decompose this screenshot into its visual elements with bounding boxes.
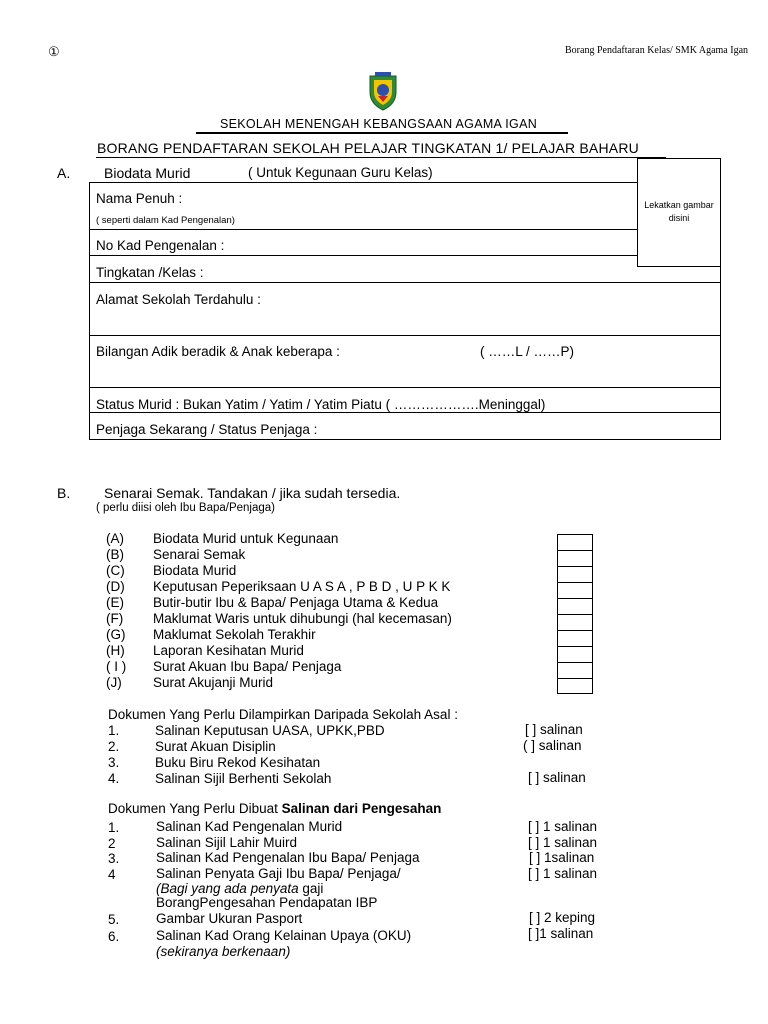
checklist-code: (A) — [106, 531, 124, 546]
salinan-num: 4 — [108, 867, 116, 882]
field-bilangan-fill[interactable]: ( ……L / ……P) — [480, 344, 575, 359]
field-bilangan-adik[interactable]: Bilangan Adik beradik & Anak keberapa : — [96, 344, 340, 359]
field-kad-pengenalan[interactable]: No Kad Pengenalan : — [96, 238, 225, 253]
checkbox-d[interactable] — [557, 582, 593, 598]
school-name: SEKOLAH MENENGAH KEBANGSAAN AGAMA IGAN — [220, 117, 538, 131]
checklist-code: (H) — [106, 643, 125, 658]
checklist-code: ( I ) — [106, 659, 127, 674]
checklist-item: Senarai Semak — [153, 547, 246, 562]
checklist-code: (D) — [106, 579, 125, 594]
checkbox-a[interactable] — [557, 534, 593, 550]
checklist-item: Maklumat Sekolah Terakhir — [153, 627, 316, 642]
school-crest-logo — [364, 70, 402, 112]
table-divider — [90, 387, 720, 388]
lampiran-num: 4. — [108, 771, 120, 786]
photo-placeholder-box[interactable] — [637, 158, 721, 267]
header-document-title: Borang Pendaftaran Kelas/ SMK Agama Igan — [565, 45, 749, 56]
salinan-copies-field[interactable]: [ ] 2 keping — [529, 910, 596, 925]
checklist-item: Surat Akujanji Murid — [153, 675, 274, 690]
checklist-item: Biodata Murid — [153, 563, 237, 578]
checklist-item: Maklumat Waris untuk dihubungi (hal kecemasan) — [153, 611, 452, 626]
photo-placeholder-text: Lekatkan gambar disini — [644, 200, 714, 223]
salinan-item: Salinan Kad Orang Kelainan Upaya (OKU) — [156, 928, 412, 943]
oku-note: (sekiranya berkenaan) — [156, 944, 291, 959]
salinan-copies-field[interactable]: [ ]1 salinan — [528, 926, 594, 941]
field-status-murid[interactable]: Status Murid : Bukan Yatim / Yatim / Yatim Piatu ( ……………….Meninggal) — [96, 397, 546, 412]
salinan-num: 5. — [108, 912, 120, 927]
salinan-heading — [108, 801, 441, 816]
lampiran-item: Surat Akuan Disiplin — [155, 739, 276, 754]
checkbox-e[interactable] — [557, 598, 593, 614]
checkbox-b[interactable] — [557, 550, 593, 566]
school-name-underline — [196, 132, 568, 134]
table-divider — [90, 229, 638, 230]
lampiran-item: Salinan Keputusan UASA, UPKK,PBD — [155, 723, 385, 738]
salinan-num: 6. — [108, 929, 120, 944]
table-divider — [90, 335, 720, 336]
table-divider — [90, 412, 720, 413]
form-title: BORANG PENDAFTARAN SEKOLAH PELAJAR TINGKATAN 1/ PELAJAR BAHARU — [97, 140, 639, 156]
gaji-note-italic: (Bagi yang ada penyata — [156, 881, 299, 896]
form-title-underline — [96, 157, 666, 158]
gaji-note-rest: gaji — [298, 881, 324, 896]
salinan-copies-field[interactable]: [ ] 1salinan — [529, 850, 595, 865]
field-tingkatan-kelas[interactable]: Tingkatan /Kelas : — [96, 265, 204, 280]
lampiran-num: 3. — [108, 755, 120, 770]
salinan-copies-field[interactable]: [ ] 1 salinan — [528, 819, 598, 834]
field-penjaga[interactable]: Penjaga Sekarang / Status Penjaga : — [96, 422, 318, 437]
salinan-copies-field[interactable]: [ ] 1 salinan — [528, 835, 598, 850]
section-b-letter: B. — [57, 485, 71, 501]
salinan-item: Salinan Penyata Gaji Ibu Bapa/ Penjaga/ — [156, 866, 401, 881]
lampiran-num: 2. — [108, 739, 120, 754]
lampiran-item: Buku Biru Rekod Kesihatan — [155, 755, 321, 770]
page-marker: ① — [48, 44, 60, 59]
checkbox-i[interactable] — [557, 662, 593, 678]
checkbox-g[interactable] — [557, 630, 593, 646]
checklist-item: Surat Akuan Ibu Bapa/ Penjaga — [153, 659, 342, 674]
section-a-title: Biodata Murid — [104, 165, 191, 181]
salinan-num: 3. — [108, 851, 120, 866]
field-nama-penuh[interactable]: Nama Penuh : — [96, 191, 183, 206]
salinan-copies-field[interactable]: [ ] 1 salinan — [528, 866, 598, 881]
checklist-code: (B) — [106, 547, 124, 562]
field-nama-note: ( seperti dalam Kad Pengenalan) — [96, 215, 235, 226]
lampiran-copies-field[interactable]: [ ] salinan — [525, 722, 583, 737]
checklist-item: Butir-butir Ibu & Bapa/ Penjaga Utama & Kedua — [153, 595, 439, 610]
salinan-item: Salinan Sijil Lahir Muird — [156, 835, 298, 850]
gaji-note — [156, 881, 323, 896]
checklist-code: (G) — [106, 627, 126, 642]
salinan-num: 2 — [108, 836, 116, 851]
checklist-code: (J) — [106, 675, 122, 690]
checklist-item: Laporan Kesihatan Murid — [153, 643, 304, 658]
section-b-title: Senarai Semak. Tandakan / jika sudah tersedia. — [104, 485, 401, 501]
lampiran-heading: Dokumen Yang Perlu Dilampirkan Daripada Sekolah Asal : — [108, 707, 458, 722]
checkbox-j[interactable] — [557, 678, 593, 694]
table-divider — [90, 255, 638, 256]
lampiran-copies-field[interactable]: [ ] salinan — [528, 770, 586, 785]
checklist-item: Biodata Murid untuk Kegunaan — [153, 531, 339, 546]
salinan-heading-prefix: Dokumen Yang Perlu Dibuat — [108, 801, 282, 816]
section-b-note: ( perlu diisi oleh Ibu Bapa/Penjaga) — [96, 502, 276, 514]
salinan-heading-bold: Salinan dari Pengesahan — [281, 801, 442, 816]
field-alamat-sekolah[interactable]: Alamat Sekolah Terdahulu : — [96, 292, 261, 307]
section-a-note: ( Untuk Kegunaan Guru Kelas) — [248, 165, 433, 180]
checkbox-h[interactable] — [557, 646, 593, 662]
salinan-item: Gambar Ukuran Pasport — [156, 911, 303, 926]
checklist-code: (E) — [106, 595, 124, 610]
salinan-item: Salinan Kad Pengenalan Ibu Bapa/ Penjaga — [156, 850, 420, 865]
salinan-num: 1. — [108, 820, 120, 835]
gaji-note-line2: BorangPengesahan Pendapatan IBP — [156, 895, 378, 910]
section-a-letter: A. — [57, 165, 71, 181]
checklist-item: Keputusan Peperiksaan U A S A , P B D , U P K K — [153, 579, 451, 594]
table-divider — [90, 282, 720, 283]
checklist-code: (F) — [106, 611, 124, 626]
lampiran-num: 1. — [108, 723, 120, 738]
checkbox-f[interactable] — [557, 614, 593, 630]
checklist-code: (C) — [106, 563, 125, 578]
lampiran-copies-field[interactable]: ( ] salinan — [523, 738, 582, 753]
salinan-item: Salinan Kad Pengenalan Murid — [156, 819, 343, 834]
checkbox-c[interactable] — [557, 566, 593, 582]
lampiran-item: Salinan Sijil Berhenti Sekolah — [155, 771, 332, 786]
